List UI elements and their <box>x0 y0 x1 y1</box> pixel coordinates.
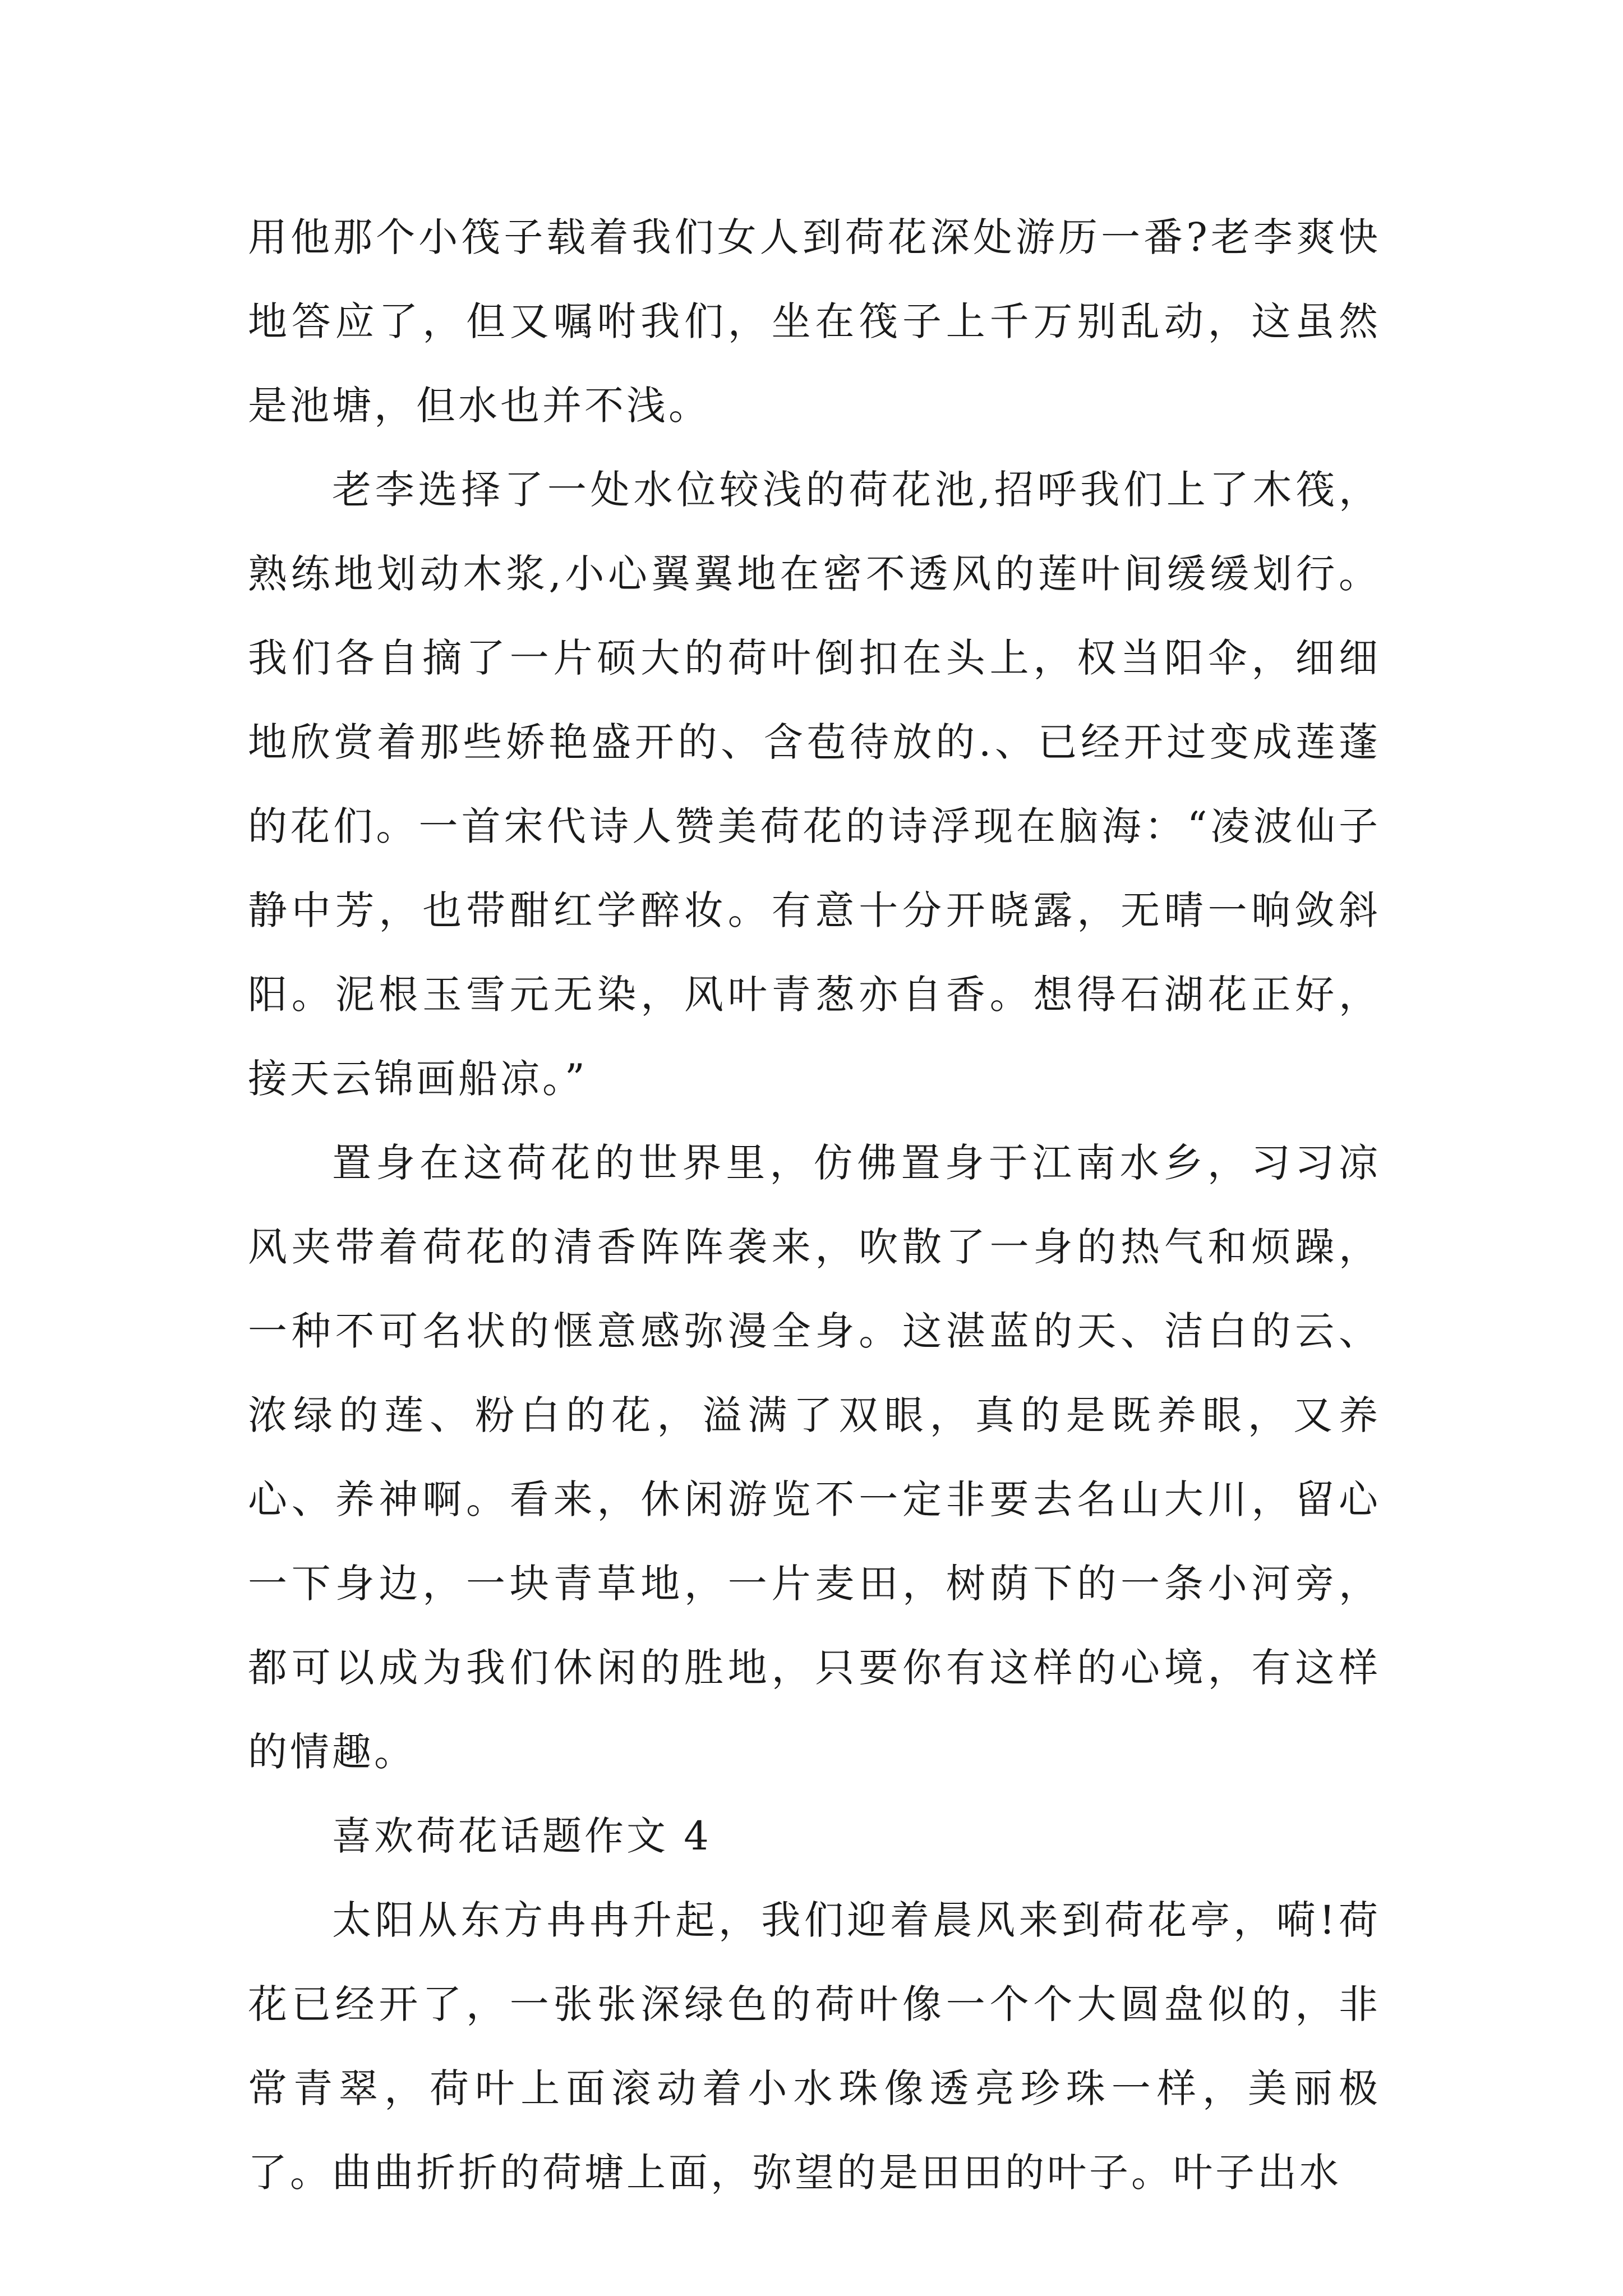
document-body <box>248 195 1381 2215</box>
paragraph-1: 用他那个小筏子载着我们女人到荷花深处游历一番?老李爽快地答应了，但又嘱咐我们，坐在筏子上千万别乱动，这虽然是池塘，但水也并不浅。 <box>248 214 1381 429</box>
paragraph-2: 老李选择了一处水位较浅的荷花池,招呼我们上了木筏，熟练地划动木浆,小心翼翼地在密不透风的莲叶间缓缓划行。我们各自摘了一片硕大的荷叶倒扣在头上，权当阳伞，细细地欣赏着那些娇艳盛开的、含苞待放的.、已经开过变成莲蓬的花们。一首宋代诗人赞美荷花的诗浮现在脑海：“凌波仙子静中芳，也带酣红学醉妆。有意十分开晓露，无晴一晌敛斜阳。泥根玉雪元无染，风叶青葱亦自香。想得石湖花正好，接天云锦画船凉。” <box>248 467 1381 1102</box>
section-heading: 喜欢荷花话题作文 4 <box>332 1813 712 1859</box>
paragraph-3: 置身在这荷花的世界里，仿佛置身于江南水乡，习习凉风夹带着荷花的清香阵阵袭来，吹散了一身的热气和烦躁，一种不可名状的惬意感弥漫全身。这湛蓝的天、洁白的云、浓绿的莲、粉白的花，溢满了双眼，真的是既养眼，又养心、养神啊。看来，休闲游览不一定非要去名山大川，留心一下身边，一块青草地，一片麦田，树荫下的一条小河旁，都可以成为我们休闲的胜地，只要你有这样的心境，有这样的情趣。 <box>248 1140 1381 1775</box>
paragraph-4: 太阳从东方冉冉升起，我们迎着晨风来到荷花亭，嗬!荷花已经开了，一张张深绿色的荷叶像一个个大圆盘似的，非常青翠，荷叶上面滚动着小水珠像透亮珍珠一样，美丽极了。曲曲折折的荷塘上面，弥望的是田田的叶子。叶子出水 <box>248 1897 1381 2196</box>
